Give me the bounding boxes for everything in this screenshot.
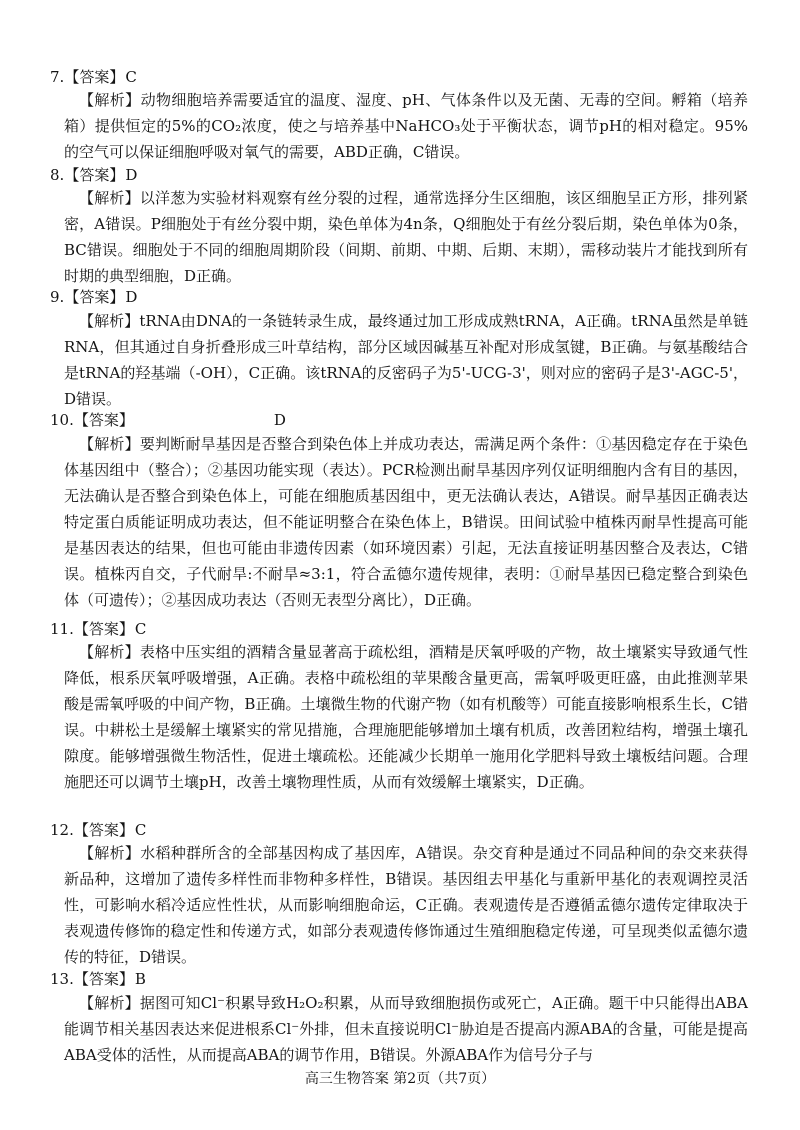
analysis-label: 【解析】 bbox=[79, 91, 141, 109]
answer-line bbox=[50, 968, 146, 990]
question-number: 9. bbox=[50, 288, 65, 306]
analysis-text: tRNA由DNA的一条链转录生成，最终通过加工形成成熟tRNA，A正确。tRNA虽然是单链RNA，但其通过自身折叠形成三叶草结构，部分区域因碱基互补配对形成氢键，B正确。与氨基酸结合是tRNA的羟基端（-OH），C正确。该tRNA的反密码子为5'-UCG-3'，则对应的密码子是3'-AGC-5'，D错误。 bbox=[64, 312, 748, 408]
answer-letter: D bbox=[273, 411, 286, 429]
answer-label: 【答案】 bbox=[64, 166, 125, 184]
analysis-label: 【解析】 bbox=[79, 994, 140, 1012]
answer-line bbox=[50, 819, 146, 841]
analysis-label: 【解析】 bbox=[79, 189, 140, 207]
analysis-paragraph bbox=[64, 431, 748, 613]
answer-line bbox=[50, 164, 137, 186]
analysis-paragraph bbox=[64, 990, 748, 1068]
analysis-text: 以洋葱为实验材料观察有丝分裂的过程，通常选择分生区细胞，该区细胞呈正方形，排列紧密，A错误。P细胞处于有丝分裂中期，染色单体为4n条，Q细胞处于有丝分裂后期，染色单体为0条，BC错误。细胞处于不同的细胞周期阶段（间期、前期、中期、后期、末期），需移动装片才能找到所有时期的典型细胞，D正确。 bbox=[64, 189, 748, 285]
analysis-label: 【解析】 bbox=[79, 312, 140, 330]
analysis-label: 【解析】 bbox=[79, 643, 140, 661]
question-number: 10. bbox=[50, 411, 74, 429]
answer-letter: D bbox=[125, 166, 138, 184]
answer-label: 【答案】 bbox=[73, 821, 134, 839]
answer-line bbox=[50, 409, 286, 431]
answer-letter: C bbox=[134, 620, 147, 638]
analysis-paragraph bbox=[64, 308, 748, 412]
analysis-text: 动物细胞培养需要适宜的温度、湿度、pH、气体条件以及无菌、无毒的空间。孵箱（培养箱）提供恒定的5%的CO₂浓度，使之与培养基中NaHCO₃处于平衡状态，调节pH的相对稳定。95%的空气可以保证细胞呼吸对氧气的需要，ABD正确，C错误。 bbox=[64, 91, 748, 161]
analysis-label: 【解析】 bbox=[79, 844, 141, 862]
answer-line bbox=[50, 286, 137, 308]
answer-line bbox=[50, 66, 137, 88]
page-footer: 高三生物答案 第2页（共7页） bbox=[304, 1071, 496, 1087]
answer-label: 【答案】 bbox=[73, 970, 134, 988]
answer-letter: C bbox=[125, 68, 137, 86]
analysis-text: 据图可知Cl⁻积累导致H₂O₂积累，从而导致细胞损伤或死亡，A正确。题干中只能得出ABA能调节相关基因表达来促进根系Cl⁻外排，但未直接说明Cl⁻胁迫是否提高内源ABA的含量，可能是提高ABA受体的活性，从而提高ABA的调节作用，B错误。外源ABA作为信号分子与 bbox=[64, 994, 748, 1064]
question-number: 8. bbox=[50, 166, 65, 184]
answer-label: 【答案】 bbox=[73, 620, 134, 638]
question-number: 11. bbox=[50, 620, 74, 638]
answer-label: 【答案】 bbox=[64, 68, 125, 86]
question-number: 13. bbox=[50, 970, 74, 988]
answer-label: 【答案】 bbox=[64, 288, 125, 306]
analysis-text: 水稻种群所含的全部基因构成了基因库，A错误。杂交育种是通过不同品种间的杂交来获得新品种，这增加了遗传多样性而非物种多样性，B错误。基因组去甲基化与重新甲基化的表观调控灵活性，可影响水稻冷适应性性状，从而影响细胞命运，C正确。表观遗传是否遵循孟德尔遗传定律取决于表观遗传修饰的稳定性和传递方式，如部分表观遗传修饰通过生殖细胞稳定传递，可呈现类似孟德尔遗传的特征，D错误。 bbox=[64, 844, 748, 966]
analysis-paragraph bbox=[64, 87, 748, 165]
question-number: 7. bbox=[50, 68, 65, 86]
answer-line bbox=[50, 618, 146, 640]
answer-label: 【答案】 bbox=[73, 411, 134, 429]
analysis-text: 表格中压实组的酒精含量显著高于疏松组，酒精是厌氧呼吸的产物，故土壤紧实导致通气性降低，根系厌氧呼吸增强，A正确。表格中疏松组的苹果酸含量更高，需氧呼吸更旺盛，由此推测苹果酸是需氧呼吸的中间产物，B正确。土壤微生物的代谢产物（如有机酸等）可能直接影响根系生长，C错误。中耕松土是缓解土壤紧实的常见措施，合理施肥能够增加土壤有机质，改善团粒结构，增强土壤孔隙度。能够增强微生物活性，促进土壤疏松。还能减少长期单一施用化学肥料导致土壤板结问题。合理施肥还可以调节土壤pH，改善土壤物理性质，从而有效缓解土壤紧实，D正确。 bbox=[64, 643, 748, 791]
analysis-paragraph bbox=[64, 840, 748, 970]
analysis-text: 要判断耐旱基因是否整合到染色体上并成功表达，需满足两个条件：①基因稳定存在于染色体基因组中（整合）；②基因功能实现（表达）。PCR检测出耐旱基因序列仅证明细胞内含有目的基因，无法确认是否整合到染色体上，可能在细胞质基因组中，更无法确认表达，A错误。耐旱基因正确表达特定蛋白质能证明成功表达，但不能证明整合在染色体上，B错误。田间试验中植株丙耐旱性提高可能是基因表达的结果，但也可能由非遗传因素（如环境因素）引起，无法直接证明基因整合及表达，C错误。植株丙自交，子代耐旱:不耐旱≈3:1，符合孟德尔遗传规律，表明：①耐旱基因已稳定整合到染色体（可遗传）；②基因成功表达（否则无表型分离比），D正确。 bbox=[64, 435, 748, 609]
analysis-paragraph bbox=[64, 639, 748, 795]
analysis-paragraph bbox=[64, 185, 748, 289]
answer-letter: B bbox=[134, 970, 146, 988]
answer-letter: D bbox=[125, 288, 138, 306]
question-number: 12. bbox=[50, 821, 74, 839]
analysis-label: 【解析】 bbox=[79, 435, 140, 453]
answer-letter: C bbox=[134, 821, 147, 839]
